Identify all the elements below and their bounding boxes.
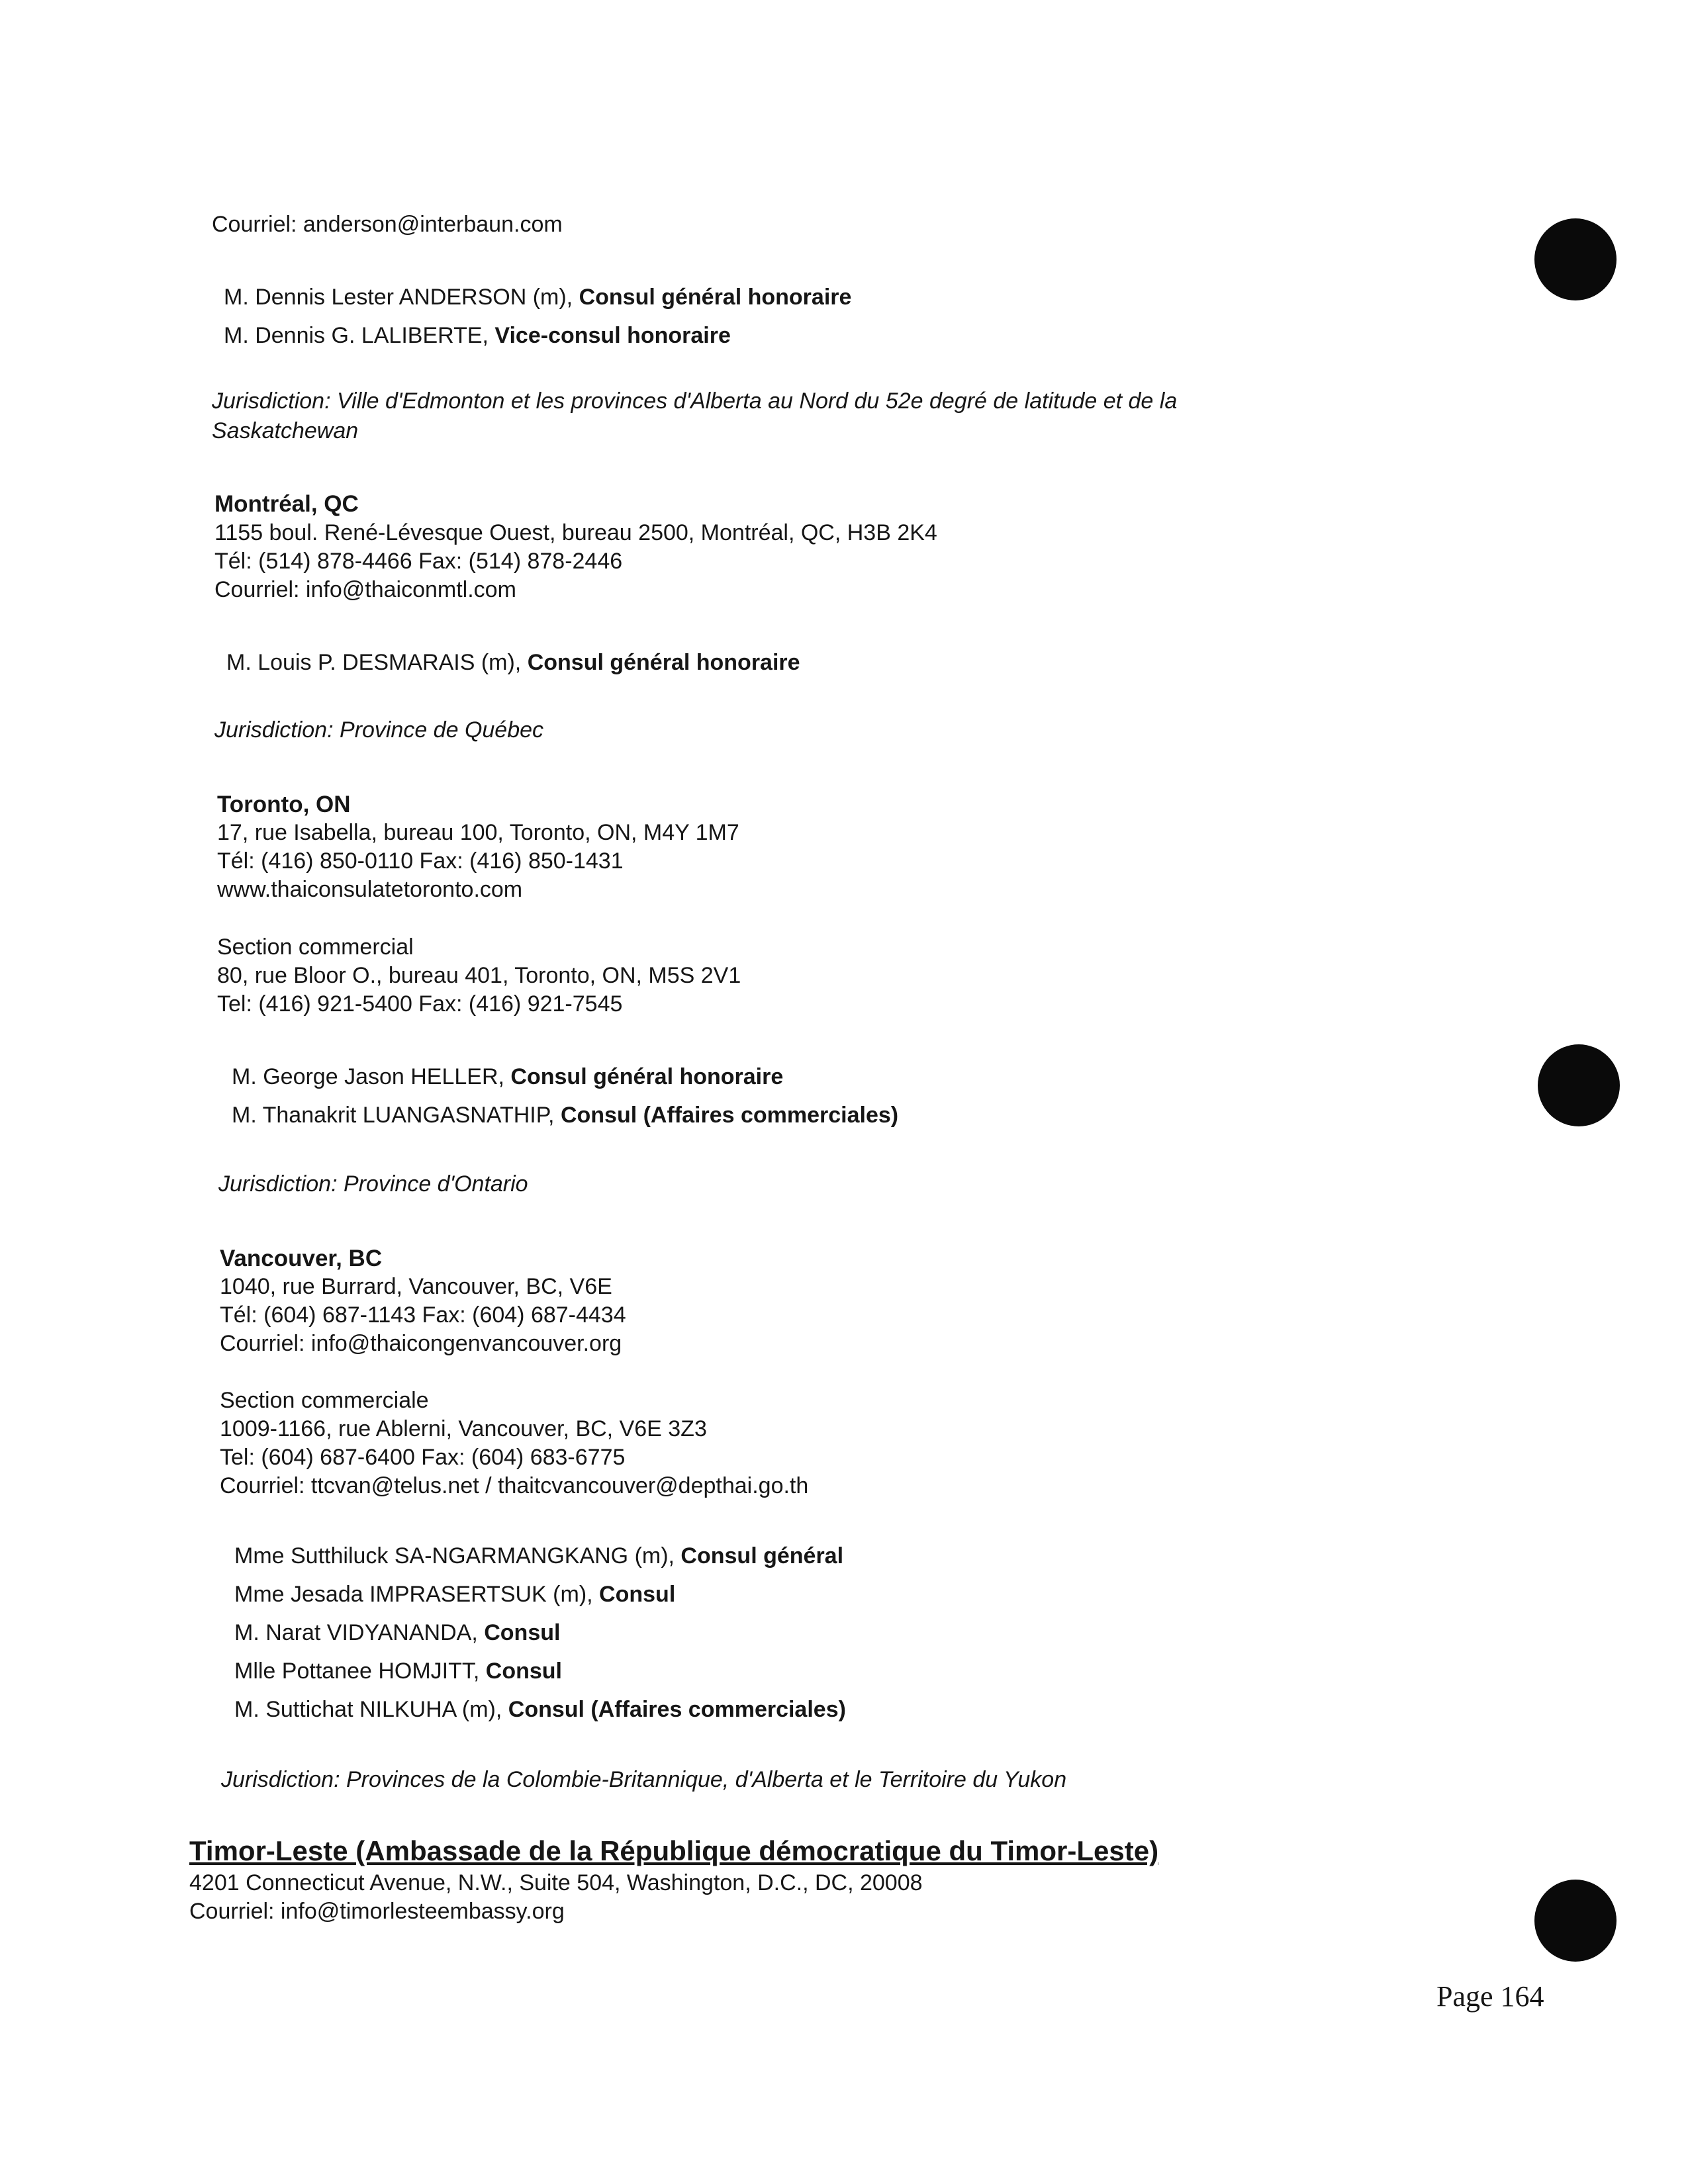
address-line: 1009-1166, rue Ablerni, Vancouver, BC, V6E 3Z3: [220, 1416, 707, 1441]
official-entry: [232, 1101, 898, 1130]
country-heading-timor-leste: Timor-Leste (Ambassade de la République démocratique du Timor-Leste): [189, 1835, 1159, 1866]
official-title: Consul (Affaires commerciales): [508, 1697, 846, 1722]
official-title: Consul: [484, 1620, 561, 1645]
official-title: Consul général: [680, 1543, 844, 1569]
official-entry: [232, 1063, 783, 1091]
official-name: M. Dennis G. LALIBERTE,: [224, 323, 495, 348]
punch-hole-middle: [1538, 1044, 1620, 1126]
official-name: M. Louis P. DESMARAIS (m),: [226, 650, 528, 675]
official-name: Mme Jesada IMPRASERTSUK (m),: [234, 1582, 600, 1607]
commercial-section-label: Section commercial: [217, 934, 414, 960]
phone-line: Tel: (416) 921-5400 Fax: (416) 921-7545: [217, 991, 623, 1017]
jurisdiction-text: Jurisdiction: Province d'Ontario: [218, 1171, 528, 1197]
jurisdiction-text: Saskatchewan: [212, 418, 359, 443]
official-entry: [234, 1542, 843, 1570]
official-title: Consul (Affaires commerciales): [560, 1103, 899, 1128]
address-line: 1040, rue Burrard, Vancouver, BC, V6E: [220, 1274, 612, 1299]
official-title: Consul: [599, 1582, 676, 1607]
contact-email: Courriel: anderson@interbaun.com: [212, 212, 563, 237]
official-name: M. Thanakrit LUANGASNATHIP,: [232, 1103, 561, 1128]
phone-line: Tél: (416) 850-0110 Fax: (416) 850-1431: [217, 848, 624, 874]
phone-line: Tél: (604) 687-1143 Fax: (604) 687-4434: [220, 1302, 626, 1328]
official-entry: [234, 1619, 560, 1647]
official-entry: [224, 322, 731, 350]
official-name: Mme Sutthiluck SA-NGARMANGKANG (m),: [234, 1543, 681, 1569]
contact-email: Courriel: info@thaiconmtl.com: [214, 577, 516, 602]
contact-email: Courriel: ttcvan@telus.net / thaitcvancouver@depthai.go.th: [220, 1473, 809, 1498]
page-number: Page 164: [1436, 1980, 1544, 2013]
official-name: M. Narat VIDYANANDA,: [234, 1620, 485, 1645]
official-entry: [224, 283, 851, 312]
commercial-section-label: Section commerciale: [220, 1388, 429, 1413]
official-entry: [234, 1580, 675, 1609]
official-name: M. Suttichat NILKUHA (m),: [234, 1697, 508, 1722]
phone-line: Tél: (514) 878-4466 Fax: (514) 878-2446: [214, 549, 623, 574]
official-name: Mlle Pottanee HOMJITT,: [234, 1659, 486, 1684]
address-line: 17, rue Isabella, bureau 100, Toronto, ON, M4Y 1M7: [217, 820, 739, 845]
jurisdiction-text: Jurisdiction: Province de Québec: [214, 717, 544, 743]
city-heading-vancouver: Vancouver, BC: [220, 1246, 383, 1271]
phone-line: Tel: (604) 687-6400 Fax: (604) 683-6775: [220, 1445, 626, 1470]
official-entry: [234, 1696, 846, 1724]
jurisdiction-text: Jurisdiction: Provinces de la Colombie-Britannique, d'Alberta et le Territoire du Yukon: [221, 1767, 1067, 1792]
city-heading-toronto: Toronto, ON: [217, 792, 351, 817]
contact-email: Courriel: info@timorlesteembassy.org: [189, 1899, 565, 1924]
official-title: Consul général honoraire: [510, 1064, 784, 1089]
official-entry: [234, 1657, 562, 1686]
jurisdiction-text: Jurisdiction: Ville d'Edmonton et les provinces d'Alberta au Nord du 52e degré de latitude et de la: [212, 388, 1178, 414]
official-title: Consul général honoraire: [579, 285, 852, 310]
official-title: Vice-consul honoraire: [494, 323, 731, 348]
city-heading-montreal: Montréal, QC: [214, 491, 359, 517]
contact-email: Courriel: info@thaicongenvancouver.org: [220, 1331, 622, 1356]
official-name: M. Dennis Lester ANDERSON (m),: [224, 285, 579, 310]
address-line: 4201 Connecticut Avenue, N.W., Suite 504, Washington, D.C., DC, 20008: [189, 1870, 923, 1895]
official-title: Consul: [485, 1659, 562, 1684]
website-line: www.thaiconsulatetoronto.com: [217, 877, 523, 902]
punch-hole-bottom: [1534, 1880, 1617, 1962]
official-name: M. George Jason HELLER,: [232, 1064, 511, 1089]
address-line: 1155 boul. René-Lévesque Ouest, bureau 2500, Montréal, QC, H3B 2K4: [214, 520, 937, 545]
official-entry: [226, 649, 800, 677]
punch-hole-top: [1534, 218, 1617, 300]
address-line: 80, rue Bloor O., bureau 401, Toronto, ON, M5S 2V1: [217, 963, 741, 988]
official-title: Consul général honoraire: [527, 650, 800, 675]
